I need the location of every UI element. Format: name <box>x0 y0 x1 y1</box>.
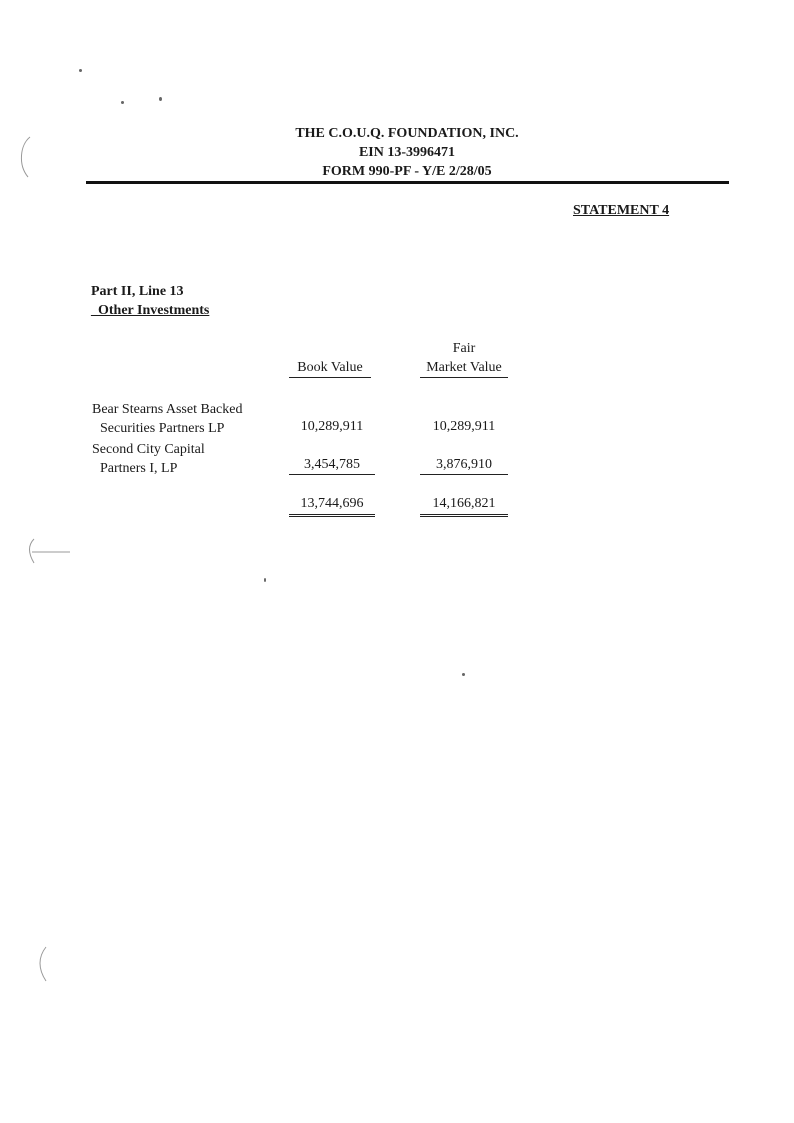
header-divider <box>86 181 729 184</box>
ein-number: EIN 13-3996471 <box>358 145 456 160</box>
scan-speck <box>159 97 162 101</box>
investment-name-line2: Partners I, LP <box>100 461 178 476</box>
statement-label: STATEMENT 4 <box>573 203 670 218</box>
margin-bracket-mark <box>34 945 54 985</box>
scan-speck <box>462 673 465 676</box>
part-title: Part II, Line 13 <box>91 284 184 299</box>
book-value-header: Book Value <box>289 360 371 378</box>
scan-speck <box>79 69 82 72</box>
margin-arrow-mark <box>24 535 74 570</box>
investment-name-line1: Second City Capital <box>92 442 205 457</box>
book-value-total: 13,744,696 <box>289 496 375 517</box>
part-subtitle: _Other Investments <box>91 303 210 318</box>
scan-speck <box>121 101 124 104</box>
fair-value-cell: 3,876,910 <box>420 457 508 475</box>
scan-speck <box>264 578 266 582</box>
fair-value-total: 14,166,821 <box>420 496 508 517</box>
book-value-cell: 10,289,911 <box>300 419 364 434</box>
investment-row-label <box>92 440 205 478</box>
investment-name-line1: Bear Stearns Asset Backed <box>92 402 243 417</box>
organization-name: THE C.O.U.Q. FOUNDATION, INC. <box>295 126 519 141</box>
book-value-cell: 3,454,785 <box>289 457 375 475</box>
form-year: FORM 990-PF - Y/E 2/28/05 <box>322 164 492 179</box>
fair-value-header-line2: Market Value <box>420 360 508 378</box>
fair-value-cell: 10,289,911 <box>432 419 496 434</box>
investment-name-line2: Securities Partners LP <box>100 421 225 436</box>
investment-row-label <box>92 400 242 438</box>
fair-value-header-line1: Fair <box>452 341 476 356</box>
